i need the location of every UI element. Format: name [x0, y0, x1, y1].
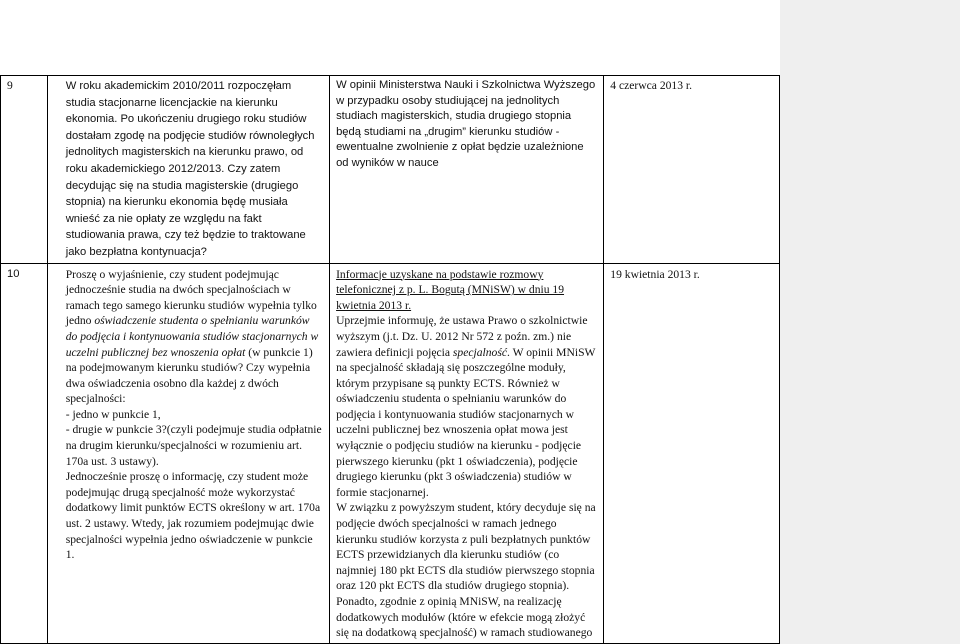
question-text: Proszę o wyjaśnienie, czy student podejmując jednocześnie studia na dwóch specjalnościach w ramach tego samego kierunku studiów wypełnia tylko jedno	[65, 267, 317, 328]
answer-cell	[330, 263, 604, 643]
date-cell: 19 kwietnia 2013 r.	[604, 263, 780, 643]
table-row	[1, 76, 780, 264]
answer-cell: W opinii Ministerstwa Nauki i Szkolnictwa Wyższego w przypadku osoby studiującej na jednolitych studiach magisterskich, studia drugiego stopnia będą studiami na „drugim” kierunku studiów - ewentualne zwolnienie z opłat będzie uzależnione od wyników w nauce	[330, 76, 604, 264]
question-text-continued: Czy zatem decydując się na studia magisterskie (drugiego stopnia) na kierunku ekonomia będę musiała wnieść za nie opłaty ze względu na fakt studiowania prawa, czy też będzie to traktowane jako bezpłatna kontynuacja?	[65, 162, 306, 258]
question-paragraph: Jednocześnie proszę o informację, czy student może podejmując drugą specjalność może wykorzystać dodatkowy limit punktów ECTS określony w art. 170a ust. 2 ustawy. Wtedy, jak rozumiem podejmując dwie specjalności wypełnia jedno oświadczenie w punkcie 1.	[65, 470, 321, 562]
date-cell: 4 czerwca 2013 r.	[604, 76, 780, 264]
question-italic-text: oświadczenie studenta o spełnianiu warunków do podjęcia i kontynuowania studiów stacjonarnych w uczelni publicznej bez wnoszenia opłat	[65, 314, 319, 359]
table-row	[1, 263, 780, 643]
question-text: W roku akademickim 2010/2011 rozpoczęłam studia stacjonarne licencjackie na kierunku ekonomia. Po ukończeniu drugiego roku studiów dostałam zgodę na podjęcie studiów równoległych jednolitych magisterskich na kierunku prawo, od roku akademickiego 2012/2013.	[65, 80, 315, 175]
answer-text: Uprzejmie informuję, że ustawa Prawo o szkolnictwie wyższym (j.t. Dz. U. 2012 Nr 572 z poźn. zm.) nie zawiera definicji pojęcia	[336, 314, 588, 359]
answer-paragraph	[336, 313, 597, 500]
row-number: 9	[1, 76, 48, 264]
answer-text: . W opinii MNiSW na specjalność składają się poszczególne moduły, którym przypisane są punkty ECTS. Również w oświadczeniu studenta o spełnianiu warunków do podjęcia i kontynuowania studiów stacjonarnych w uczelni publicznej bez wnoszenia opłat mowa jest wyłącznie o podjęciu studiów na kierunku - podjęcie pierwszego kierunku (pkt 1 oświadczenia), podjęcie drugiego kierunku (pkt 3 oświadczenia) studiów w formie stacjonarnej.	[336, 345, 596, 499]
row-number: 10	[1, 263, 48, 643]
answer-italic-text: specjalność	[452, 345, 507, 359]
answer-source: Informacje uzyskane na podstawie rozmowy telefonicznej z p. L. Bogutą (MNiSW) w dniu 19 kwietnia 2013 r.	[336, 267, 565, 312]
question-text: (w punkcie 1) na podejmowanym kierunku studiów? Czy wypełnia dwa oświadczenia osobno dla każdej z dwóch specjalności:	[65, 345, 313, 406]
question-line: - jedno w punkcie 1,	[65, 407, 161, 421]
faq-table	[0, 75, 780, 644]
page-side-margin	[780, 0, 960, 644]
answer-paragraph: W związku z powyższym student, który decyduje się na podjęcie dwóch specjalności w ramach jednego kierunku studiów korzysta z puli bezpłatnych punktów ECTS przewidzianych dla kierunku studiów (co najmniej 180 pkt ECTS dla studiów pierwszego stopnia oraz 120 pkt ECTS dla studiów drugiego stopnia). Ponadto, zgodnie z opinią MNiSW, na realizację dodatkowych modułów (które w efekcie mogą złożyć się na dodatkową specjalność) w ramach studiowanego	[336, 501, 596, 640]
question-paragraph	[66, 267, 323, 407]
question-line: - drugie w punkcie 3?(czyli podejmuje studia odpłatnie na drugim kierunku/specjalności w rozumieniu art. 170a ust. 3 ustawy).	[65, 423, 322, 468]
question-cell	[47, 263, 329, 643]
question-cell	[47, 76, 329, 264]
